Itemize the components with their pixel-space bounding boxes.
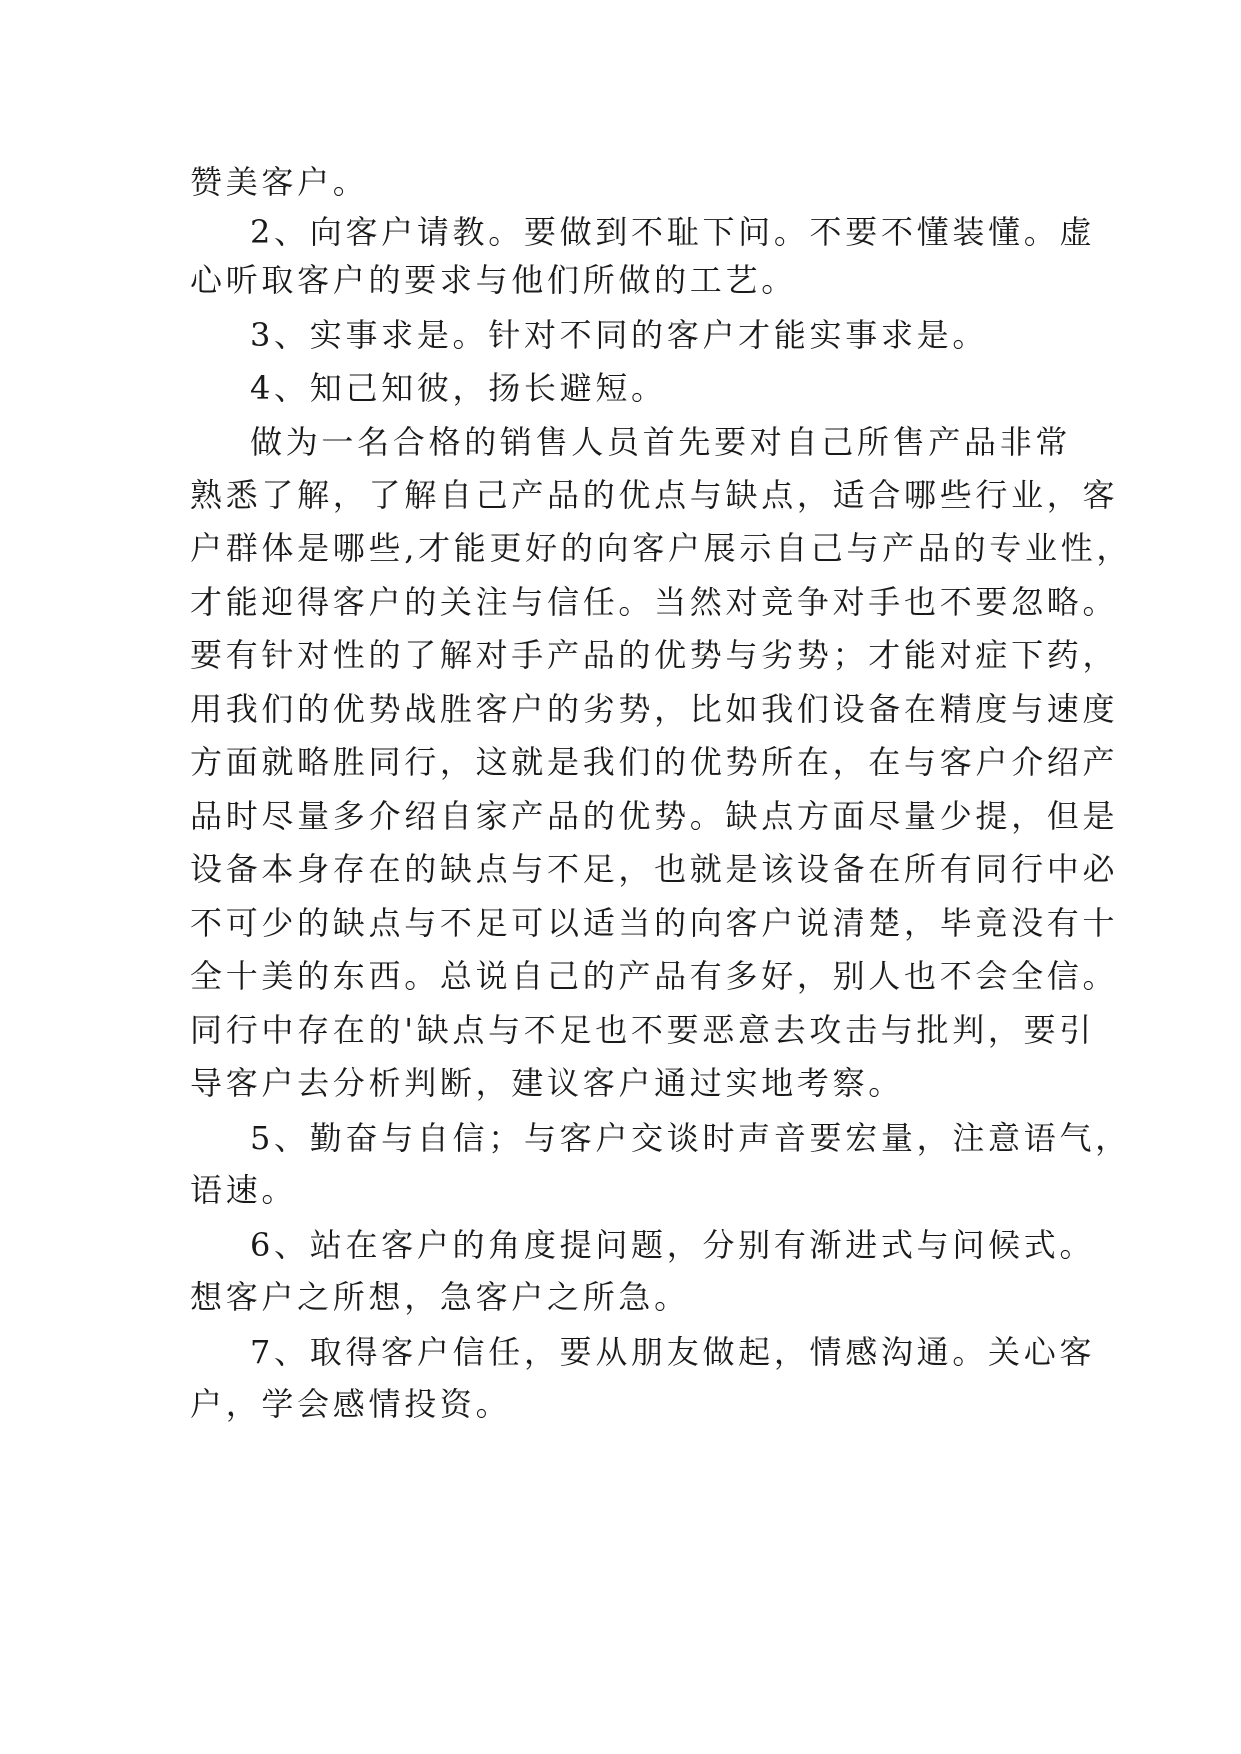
text-line: 户，学会感情投资。 (190, 1385, 512, 1423)
text-line: 7、取得客户信任，要从朋友做起，情感沟通。关心客 (250, 1333, 1096, 1371)
text-line: 6、站在客户的角度提问题，分别有渐进式与问候式。 (250, 1226, 1096, 1264)
text-line: 赞美客户。 (190, 163, 369, 201)
text-line: 想客户之所想，急客户之所急。 (190, 1278, 690, 1316)
text-line: 方面就略胜同行，这就是我们的优势所在，在与客户介绍产 (190, 743, 1119, 781)
text-line: 心听取客户的要求与他们所做的工艺。 (190, 261, 797, 299)
text-line: 语速。 (190, 1171, 298, 1209)
text-line: 不可少的缺点与不足可以适当的向客户说清楚，毕竟没有十 (190, 904, 1119, 942)
text-line: 4、知己知彼，扬长避短。 (250, 369, 667, 407)
text-line: 同行中存在的'缺点与不足也不要恶意去攻击与批判，要引 (190, 1011, 1095, 1049)
text-line: 5、勤奋与自信；与客户交谈时声音要宏量，注意语气， (250, 1119, 1131, 1157)
text-line: 户群体是哪些,才能更好的向客户展示自己与产品的专业性， (190, 529, 1133, 567)
text-line: 设备本身存在的缺点与不足，也就是该设备在所有同行中必 (190, 850, 1119, 888)
text-line: 熟悉了解，了解自己产品的优点与缺点，适合哪些行业，客 (190, 476, 1119, 514)
text-line: 要有针对性的了解对手产品的优势与劣势；才能对症下药， (190, 636, 1119, 674)
text-line: 才能迎得客户的关注与信任。当然对竞争对手也不要忽略。 (190, 583, 1119, 621)
text-line: 2、向客户请教。要做到不耻下问。不要不懂装懂。虚 (250, 213, 1096, 251)
text-line: 用我们的优势战胜客户的劣势，比如我们设备在精度与速度 (190, 690, 1119, 728)
text-line: 品时尽量多介绍自家产品的优势。缺点方面尽量少提，但是 (190, 797, 1119, 835)
text-line: 全十美的东西。总说自己的产品有多好，别人也不会全信。 (190, 957, 1119, 995)
text-line: 导客户去分析判断，建议客户通过实地考察。 (190, 1064, 905, 1102)
text-line: 做为一名合格的销售人员首先要对自己所售产品非常 (250, 423, 1072, 461)
text-line: 3、实事求是。针对不同的客户才能实事求是。 (250, 316, 989, 354)
